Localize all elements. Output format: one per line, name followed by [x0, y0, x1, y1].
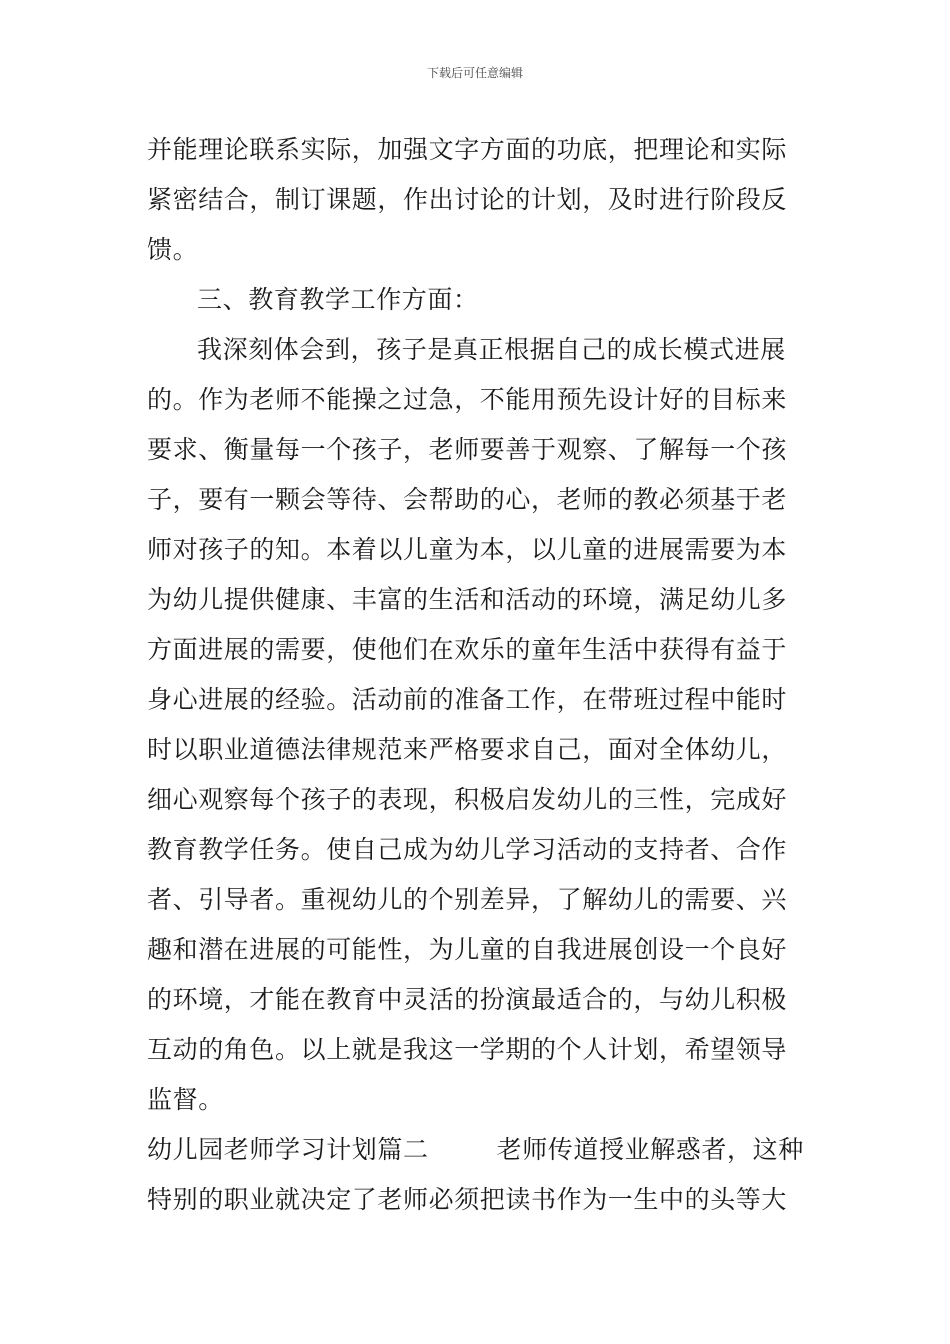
section-first-text: 老师传道授业解惑者，这种 — [496, 1135, 804, 1164]
text-line: 时以职业道德法律规范来严格要求自己，面对全体幼儿， — [147, 735, 788, 764]
text-line: 监督。 — [147, 1085, 224, 1114]
text-line: 身心进展的经验。活动前的准备工作，在带班过程中能时 — [147, 685, 788, 714]
text-line: 的环境，才能在教育中灵活的扮演最适合的，与幼儿积极 — [147, 985, 788, 1014]
paragraph-start-line: 我深刻体会到，孩子是真正根据自己的成长模式进展 — [197, 335, 786, 364]
text-line: 馈。 — [147, 235, 199, 264]
text-line: 细心观察每个孩子的表现，积极启发幼儿的三性，完成好 — [147, 785, 788, 814]
text-line: 为幼儿提供健康、丰富的生活和活动的环境，满足幼儿多 — [147, 585, 788, 614]
section-title-line — [147, 1125, 809, 1175]
text-line: 趣和潜在进展的可能性，为儿童的自我进展创设一个良好 — [147, 935, 788, 964]
text-line: 并能理论联系实际，加强文字方面的功底，把理论和实际 — [147, 135, 788, 164]
text-line: 方面进展的需要，使他们在欢乐的童年生活中获得有益于 — [147, 635, 788, 664]
text-line: 子，要有一颗会等待、会帮助的心，老师的教必须基于老 — [147, 485, 788, 514]
text-line: 互动的角色。以上就是我这一学期的个人计划，希望领导 — [147, 1035, 788, 1064]
text-line: 的。作为老师不能操之过急，不能用预先设计好的目标来 — [147, 385, 788, 414]
text-line: 要求、衡量每一个孩子，老师要善于观察、了解每一个孩 — [147, 435, 788, 464]
section-title: 幼儿园老师学习计划篇二 — [147, 1135, 429, 1164]
text-line: 紧密结合，制订课题，作出讨论的计划，及时进行阶段反 — [147, 185, 788, 214]
text-line: 特别的职业就决定了老师必须把读书作为一生中的头等大 — [147, 1185, 788, 1214]
text-line: 师对孩子的知。本着以儿童为本，以儿童的进展需要为本 — [147, 535, 788, 564]
page-header: 下载后可任意编辑 — [426, 66, 523, 80]
section-heading: 三、教育教学工作方面： — [197, 285, 479, 314]
text-line: 者、引导者。重视幼儿的个别差异，了解幼儿的需要、兴 — [147, 885, 788, 914]
document-body — [147, 125, 809, 1225]
text-line: 教育教学任务。使自己成为幼儿学习活动的支持者、合作 — [147, 835, 788, 864]
